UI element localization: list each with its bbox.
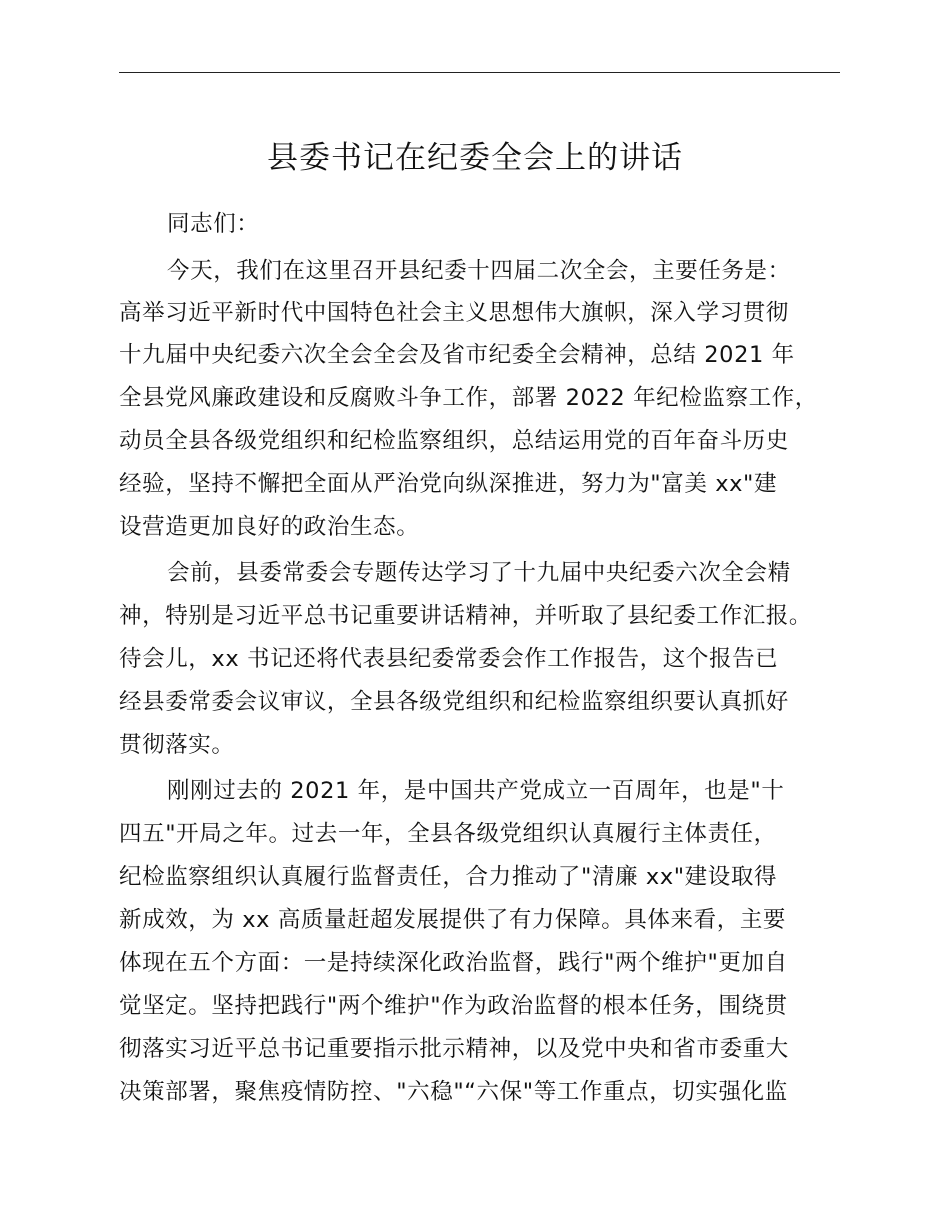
body-line: 决策部署，聚焦疫情防控、"六稳"“六保"等工作重点，切实强化监 (119, 1079, 788, 1105)
body-line: 新成效，为 xx 高质量赶超发展提供了有力保障。具体来看，主要 (119, 907, 787, 933)
document-title: 县委书记在纪委全会上的讲话 (267, 140, 683, 176)
body-line: 会前，县委常委会专题传达学习了十九届中央纪委六次全会精 (167, 560, 791, 586)
header-rule (119, 72, 840, 73)
body-line: 纪检监察组织认真履行监督责任，合力推动了"清廉 xx"建设取得 (119, 864, 778, 890)
body-line: 十九届中央纪委六次全会全会及省市纪委全会精神，总结 2021 年 (119, 342, 795, 368)
body-line: 觉坚定。坚持把践行"两个维护"作为政治监督的根本任务，围绕贯 (119, 993, 788, 1019)
salutation: 同志们： (167, 211, 260, 237)
body-line: 刚刚过去的 2021 年，是中国共产党成立一百周年，也是"十 (167, 778, 785, 804)
body-line: 四五"开局之年。过去一年，全县各级党组织认真履行主体责任， (119, 821, 777, 847)
body-line: 设营造更加良好的政治生态。 (119, 514, 420, 540)
body-line: 彻落实习近平总书记重要指示批示精神，以及党中央和省市委重大 (119, 1036, 789, 1062)
body-line: 高举习近平新时代中国特色社会主义思想伟大旗帜，深入学习贯彻 (119, 300, 789, 326)
body-line: 贯彻落实。 (119, 732, 235, 758)
body-line: 今天，我们在这里召开县纪委十四届二次全会，主要任务是： (167, 258, 791, 284)
body-line: 经验，坚持不懈把全面从严治党向纵深推进，努力为"富美 xx"建 (119, 471, 778, 497)
body-line: 经县委常委会议审议，全县各级党组织和纪检监察组织要认真抓好 (119, 689, 789, 715)
body-line: 全县党风廉政建设和反腐败斗争工作，部署 2022 年纪检监察工作， (119, 385, 818, 411)
body-line: 待会儿，xx 书记还将代表县纪委常委会作工作报告，这个报告已 (119, 646, 779, 672)
body-line: 体现在五个方面：一是持续深化政治监督，践行"两个维护"更加自 (119, 950, 788, 976)
body-line: 神，特别是习近平总书记重要讲话精神，并听取了县纪委工作汇报。 (119, 603, 813, 629)
body-line: 动员全县各级党组织和纪检监察组织，总结运用党的百年奋斗历史 (119, 428, 789, 454)
